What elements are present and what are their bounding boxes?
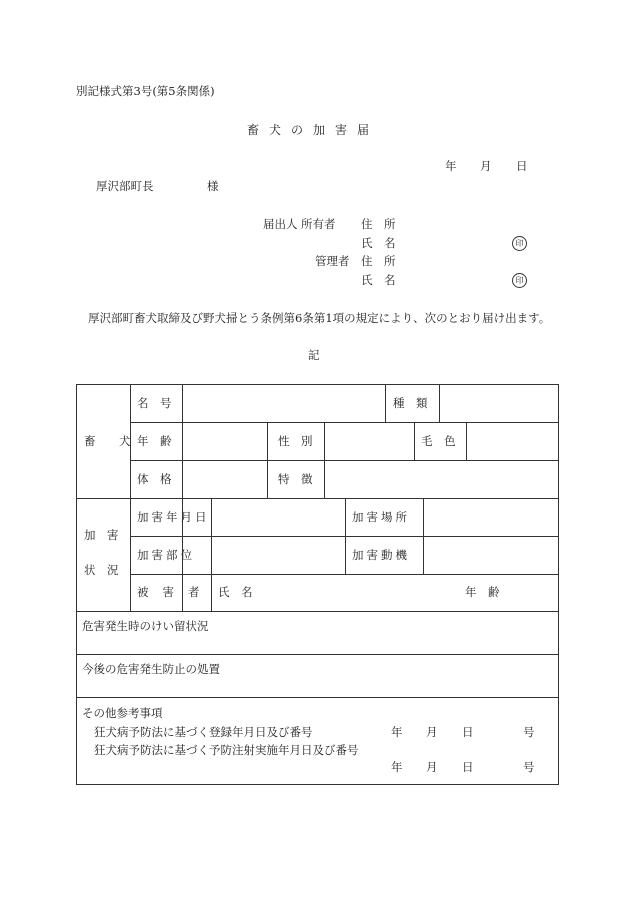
dog-build-label: 体 格 xyxy=(137,472,172,486)
dog-sex-label: 性 別 xyxy=(278,434,313,448)
record-heading: 記 xyxy=(308,348,320,362)
owner-address-label: 住 所 xyxy=(361,217,396,231)
confinement-label: 危害発生時のけい留状況 xyxy=(82,619,209,633)
injury-place-label: 加害場所 xyxy=(352,510,410,524)
injury-date-label: 加害年月日 xyxy=(137,510,210,524)
other-heading: その他参考事項 xyxy=(82,706,163,720)
dog-age-label: 年 齢 xyxy=(137,434,172,448)
form-number: 別記様式第3号(第5条関係) xyxy=(76,84,215,98)
addressee-honorific: 様 xyxy=(207,179,219,193)
injury-section-label-1: 加 害 xyxy=(84,528,119,542)
date-day-label: 日 xyxy=(516,159,528,173)
dog-features-label: 特 徴 xyxy=(278,472,313,486)
vaccination-month-label: 月 xyxy=(426,760,438,774)
victim-name-label: 氏 名 xyxy=(218,585,253,599)
date-year-label: 年 xyxy=(445,159,457,173)
registration-label: 狂犬病予防法に基づく登録年月日及び番号 xyxy=(94,725,313,739)
injury-part-label: 加害部位 xyxy=(137,548,195,562)
dog-breed-label: 種 類 xyxy=(393,396,428,410)
vaccination-day-label: 日 xyxy=(462,760,474,774)
manager-address-label: 住 所 xyxy=(361,254,396,268)
manager-name-label: 氏 名 xyxy=(361,273,396,287)
date-month-label: 月 xyxy=(480,159,492,173)
applicant-label: 届出人 xyxy=(263,217,298,231)
statement-text: 厚沢部町畜犬取締及び野犬掃とう条例第6条第1項の規定により、次のとおり届け出ます。 xyxy=(88,311,551,325)
registration-day-label: 日 xyxy=(462,725,474,739)
victim-label: 被害者 xyxy=(137,585,214,599)
manager-label: 管理者 xyxy=(315,254,350,268)
owner-name-label: 氏 名 xyxy=(361,236,396,250)
manager-seal-icon: 印 xyxy=(512,273,527,288)
owner-label: 所有者 xyxy=(301,217,336,231)
dog-section-label: 畜 犬 xyxy=(84,434,137,448)
victim-age-label: 年 齢 xyxy=(465,585,500,599)
injury-motive-label: 加害動機 xyxy=(352,548,410,562)
registration-month-label: 月 xyxy=(426,725,438,739)
owner-seal-icon: 印 xyxy=(512,236,527,251)
dog-name-label: 名 号 xyxy=(137,396,172,410)
injury-section-label-2: 状 況 xyxy=(84,563,119,577)
vaccination-number-label: 号 xyxy=(523,760,535,774)
vaccination-year-label: 年 xyxy=(391,760,403,774)
dog-coat-label: 毛 色 xyxy=(421,434,456,448)
vaccination-label: 狂犬病予防法に基づく予防注射実施年月日及び番号 xyxy=(94,743,359,757)
registration-number-label: 号 xyxy=(523,725,535,739)
page-title: 畜犬の加害届 xyxy=(247,123,380,137)
registration-year-label: 年 xyxy=(391,725,403,739)
prevention-label: 今後の危害発生防止の処置 xyxy=(82,662,220,676)
report-table xyxy=(76,384,559,785)
addressee-name: 厚沢部町長 xyxy=(96,179,154,193)
